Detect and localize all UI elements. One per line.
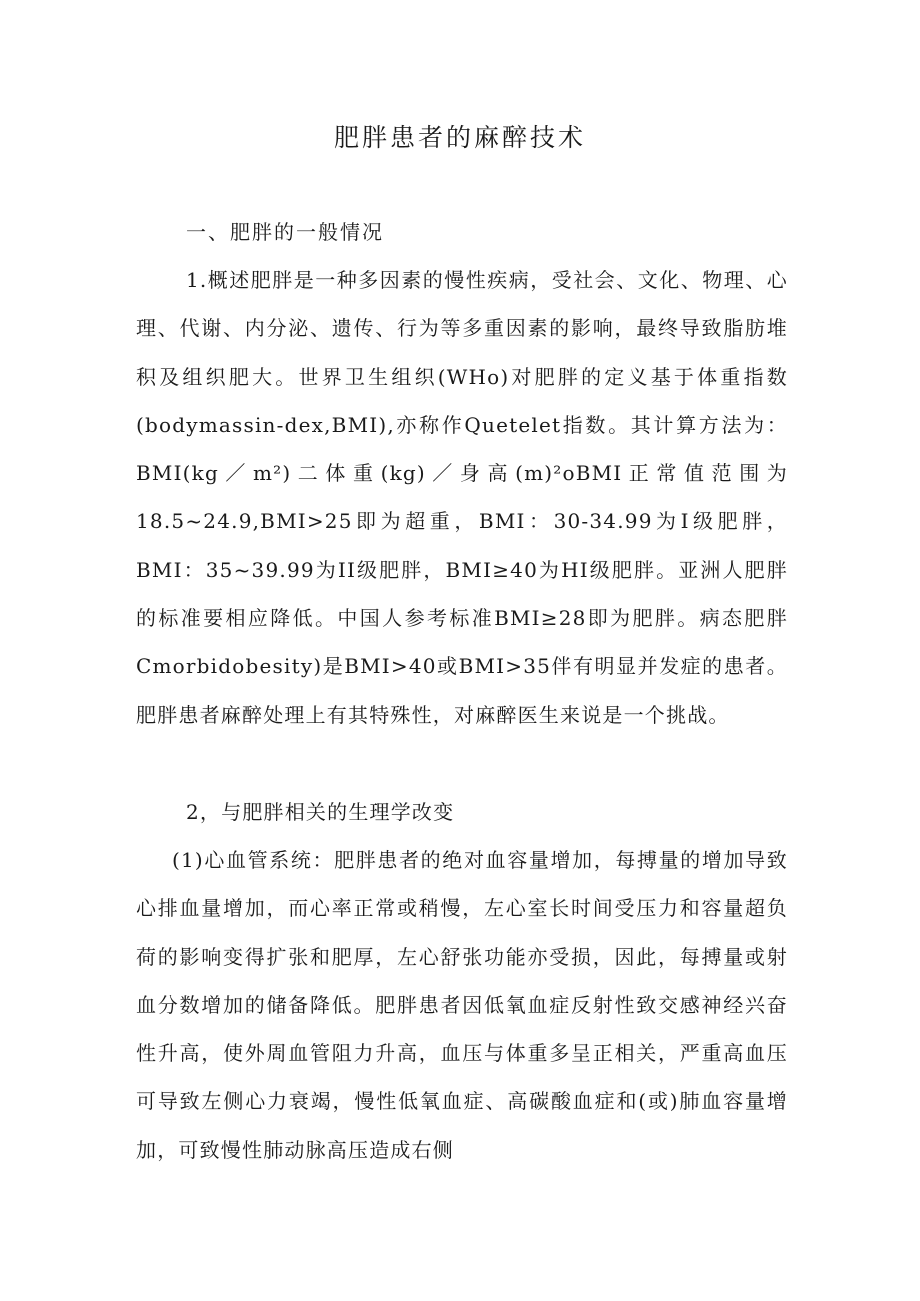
document-title: 肥胖患者的麻醉技术	[333, 123, 586, 152]
section-heading: 一、肥胖的一般情况	[186, 220, 384, 244]
paragraph-cardiovascular: (1)心血管系统：肥胖患者的绝对血容量增加，每搏量的增加导致心排血量增加，而心率正常或稍慢，左心室长时间受压力和容量超负荷的影响变得扩张和肥厚，左心舒张功能亦受损，因此，每搏量或射血分数增加的储备降低。肥胖患者因低氧血症反射性致交感神经兴奋性升高，使外周血管阻力升高，血压与体重多呈正相关，严重高血压可导致左侧心力衰竭，慢性低氧血症、高碳酸血症和(或)肺血容量增加，可致慢性肺动脉高压造成右侧	[136, 848, 788, 1162]
subsection-heading: 2，与肥胖相关的生理学改变	[186, 800, 455, 824]
paragraph-overview: 1.概述肥胖是一种多因素的慢性疾病，受社会、文化、物理、心理、代谢、内分泌、遗传、行为等多重因素的影响，最终导致脂肪堆积及组织肥大。世界卫生组织(WHo)对肥胖的定义基于体重指数(bodymassin-dex,BMI),亦称作Quetelet指数。其计算方法为：BMI(kg／m²)二体重(kg)／身高(m)²oBMI正常值范围为18.5~24.9,BMI>25即为超重，BMI：30-34.99为I级肥胖，BMI：35~39.99为II级肥胖，BMI≥40为HI级肥胖。亚洲人肥胖的标准要相应降低。中国人参考标准BMI≥28即为肥胖。病态肥胖Cmorbidobesity)是BMI>40或BMI>35伴有明显并发症的患者。肥胖患者麻醉处理上有其特殊性，对麻醉医生来说是一个挑战。	[136, 268, 788, 727]
